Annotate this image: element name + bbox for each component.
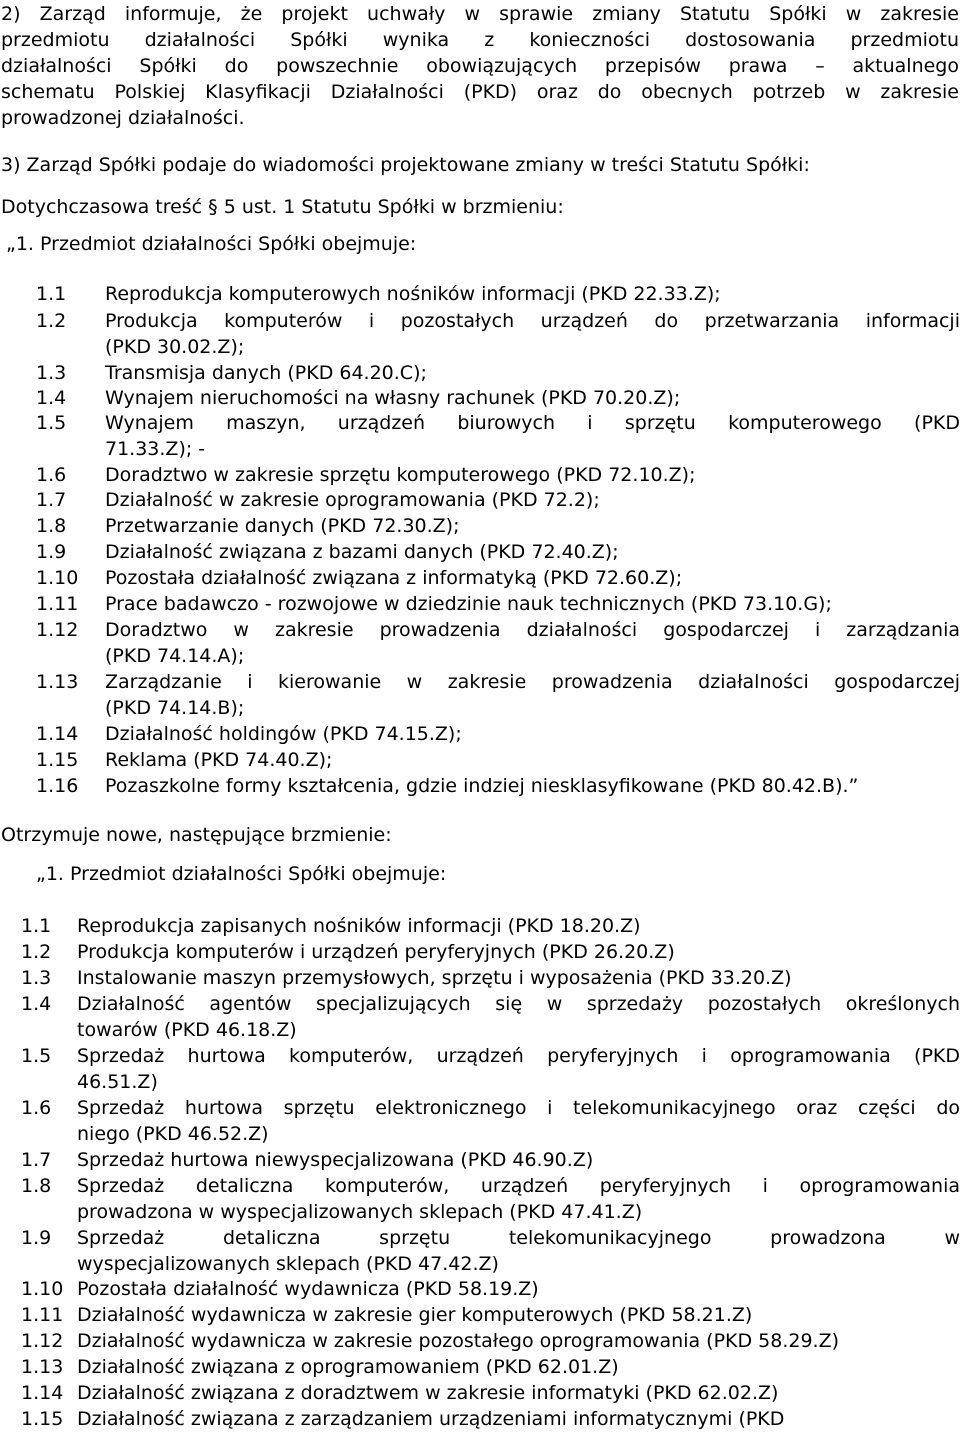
old-list-item-number: 1.12 <box>36 619 79 641</box>
old-list-item-text <box>105 308 960 360</box>
old-list-item-line: Pozaszkolne formy kształcenia, gdzie indziej niesklasyfikowane (PKD 80.42.B).” <box>105 775 859 797</box>
old-list-item-text <box>105 591 960 617</box>
old-list-item-line: Produkcja komputerów i pozostałych urządzeń do przetwarzania informacji <box>105 310 960 332</box>
old-list-item-line: Transmisja danych (PKD 64.20.C); <box>105 362 427 384</box>
new-list-item-line: Sprzedaż hurtowa komputerów, urządzeń peryferyjnych i oprogramowania (PKD <box>77 1045 960 1067</box>
new-list-item-line: Sprzedaż hurtowa niewyspecjalizowana (PKD 46.90.Z) <box>77 1149 594 1171</box>
old-list-item-line: Reprodukcja komputerowych nośników informacji (PKD 22.33.Z); <box>105 283 721 305</box>
new-list-item-line: wyspecjalizowanych sklepach (PKD 47.42.Z) <box>77 1253 499 1275</box>
new-list-item-line: Sprzedaż hurtowa sprzętu elektronicznego i telekomunikacyjnego oraz części do <box>77 1097 960 1119</box>
new-list-item-text <box>77 1095 960 1147</box>
intro-paragraph <box>1 1 959 131</box>
new-list-item-line: Reprodukcja zapisanych nośników informacji (PKD 18.20.Z) <box>77 915 641 937</box>
old-list-item-line: Działalność holdingów (PKD 74.15.Z); <box>105 723 462 745</box>
new-list-item-text <box>77 939 960 965</box>
old-list-item-number: 1.9 <box>36 541 67 563</box>
new-list-item-text <box>77 965 960 991</box>
old-list-item-text <box>105 747 960 773</box>
new-list-item-number: 1.5 <box>21 1045 52 1067</box>
new-list-item-number: 1.15 <box>21 1408 64 1430</box>
new-list-item-line: Sprzedaż detaliczna komputerów, urządzeń peryferyjnych i oprogramowania <box>77 1175 960 1197</box>
new-list-item-number: 1.2 <box>21 941 52 963</box>
new-list-item-text <box>77 1225 960 1277</box>
new-list-item-text <box>77 1276 960 1302</box>
old-list-item-text <box>105 721 960 747</box>
old-list-item-number: 1.16 <box>36 775 79 797</box>
new-list-item-number: 1.10 <box>21 1278 64 1300</box>
new-list-item-text <box>77 991 960 1043</box>
new-list-item-text <box>77 1406 960 1432</box>
old-list-item-number: 1.5 <box>36 412 67 434</box>
old-list-item-number: 1.4 <box>36 387 67 409</box>
intro-line: działalności Spółki do powszechnie obowiązujących przepisów prawa – aktualnego <box>1 55 959 77</box>
new-list-item-line: Działalność wydawnicza w zakresie gier komputerowych (PKD 58.21.Z) <box>77 1304 753 1326</box>
intro-line: schematu Polskiej Klasyfikacji Działalności (PKD) oraz do obecnych potrzeb w zakresie <box>1 81 959 103</box>
old-list-item-text <box>105 565 960 591</box>
old-list-item-text <box>105 617 960 669</box>
old-list-item-line: Pozostała działalność związana z informatyką (PKD 72.60.Z); <box>105 567 683 589</box>
old-list-item-number: 1.7 <box>36 489 67 511</box>
old-list-item-number: 1.14 <box>36 723 79 745</box>
old-list-item-text <box>105 385 960 411</box>
old-list-item-line: Wynajem nieruchomości na własny rachunek (PKD 70.20.Z); <box>105 387 681 409</box>
old-list-item-line: (PKD 30.02.Z); <box>105 336 245 358</box>
old-list-item-text <box>105 487 960 513</box>
old-list-item-number: 1.2 <box>36 310 67 332</box>
new-list-item-line: 46.51.Z) <box>77 1071 158 1093</box>
old-list-item-text <box>105 773 960 799</box>
old-list-heading: „1. Przedmiot działalności Spółki obejmuje: <box>6 233 417 255</box>
new-list-item-text <box>77 913 960 939</box>
old-list-item-line: Działalność w zakresie oprogramowania (PKD 72.2); <box>105 489 600 511</box>
old-list-item-line: Wynajem maszyn, urządzeń biurowych i sprzętu komputerowego (PKD <box>105 412 960 434</box>
new-list-item-number: 1.13 <box>21 1356 64 1378</box>
old-list-item-number: 1.11 <box>36 593 79 615</box>
new-list-item-line: Działalność wydawnicza w zakresie pozostałego oprogramowania (PKD 58.29.Z) <box>77 1330 840 1352</box>
new-list-item-line: niego (PKD 46.52.Z) <box>77 1123 269 1145</box>
new-list-item-text <box>77 1354 960 1380</box>
new-list-item-line: Działalność związana z oprogramowaniem (PKD 62.01.Z) <box>77 1356 619 1378</box>
new-list-item-text <box>77 1043 960 1095</box>
new-list-item-text <box>77 1147 960 1173</box>
old-list-item-number: 1.13 <box>36 671 79 693</box>
new-list-item-number: 1.9 <box>21 1227 52 1249</box>
new-list-item-number: 1.7 <box>21 1149 52 1171</box>
new-list-item-line: Instalowanie maszyn przemysłowych, sprzętu i wyposażenia (PKD 33.20.Z) <box>77 967 792 989</box>
new-list-item-number: 1.3 <box>21 967 52 989</box>
new-list-item-line: Produkcja komputerów i urządzeń peryferyjnych (PKD 26.20.Z) <box>77 941 675 963</box>
old-list-item-line: Przetwarzanie danych (PKD 72.30.Z); <box>105 515 460 537</box>
new-list-item-number: 1.8 <box>21 1175 52 1197</box>
intro-line: przedmiotu działalności Spółki wynika z konieczności dostosowania przedmiotu <box>1 29 959 51</box>
old-list-item-line: Doradztwo w zakresie prowadzenia działalności gospodarczej i zarządzania <box>105 619 960 641</box>
old-list-item-number: 1.6 <box>36 464 67 486</box>
new-list-item-number: 1.11 <box>21 1304 64 1326</box>
new-list-item-line: Działalność agentów specjalizujących się w sprzedaży pozostałych określonych <box>77 993 960 1015</box>
old-list-item-text <box>105 410 960 462</box>
old-list-item-text <box>105 281 960 307</box>
old-list-item-line: 71.33.Z); - <box>105 438 206 460</box>
old-list-item-line: Reklama (PKD 74.40.Z); <box>105 749 333 771</box>
new-list-item-number: 1.4 <box>21 993 52 1015</box>
old-list-item-number: 1.8 <box>36 515 67 537</box>
old-list-item-number: 1.15 <box>36 749 79 771</box>
new-list-item-line: Działalność związana z zarządzaniem urządzeniami informatycznymi (PKD <box>77 1408 785 1430</box>
new-list-item-number: 1.12 <box>21 1330 64 1352</box>
old-list-item-text <box>105 360 960 386</box>
new-list-item-line: towarów (PKD 46.18.Z) <box>77 1019 297 1041</box>
old-list-item-text <box>105 539 960 565</box>
new-list-item-number: 1.14 <box>21 1382 64 1404</box>
old-list-item-number: 1.3 <box>36 362 67 384</box>
new-list-item-line: Sprzedaż detaliczna sprzętu telekomunikacyjnego prowadzona w <box>77 1227 960 1249</box>
new-list-item-text <box>77 1302 960 1328</box>
new-list-item-number: 1.1 <box>21 915 52 937</box>
old-list-item-line: Prace badawczo - rozwojowe w dziedzinie nauk technicznych (PKD 73.10.G); <box>105 593 832 615</box>
new-list-item-line: Działalność związana z doradztwem w zakresie informatyki (PKD 62.02.Z) <box>77 1382 779 1404</box>
old-list-item-line: Doradztwo w zakresie sprzętu komputerowego (PKD 72.10.Z); <box>105 464 696 486</box>
old-list-item-text <box>105 462 960 488</box>
old-list-item-text <box>105 513 960 539</box>
new-list-item-line: prowadzona w wyspecjalizowanych sklepach (PKD 47.41.Z) <box>77 1201 643 1223</box>
current-text-line: Dotychczasowa treść § 5 ust. 1 Statutu Spółki w brzmieniu: <box>1 196 564 218</box>
intro-line: 2) Zarząd informuje, że projekt uchwały w sprawie zmiany Statutu Spółki w zakresie <box>1 3 959 25</box>
old-list-item-text <box>105 669 960 721</box>
new-list-item-line: Pozostała działalność wydawnicza (PKD 58.19.Z) <box>77 1278 539 1300</box>
new-list-item-text <box>77 1328 960 1354</box>
intro-line: prowadzonej działalności. <box>1 107 245 129</box>
new-list-heading: „1. Przedmiot działalności Spółki obejmuje: <box>36 863 447 885</box>
old-list-item-line: (PKD 74.14.B); <box>105 697 245 719</box>
old-list-item-line: Działalność związana z bazami danych (PKD 72.40.Z); <box>105 541 619 563</box>
new-list-item-text <box>77 1173 960 1225</box>
new-list-item-text <box>77 1380 960 1406</box>
section-3-line: 3) Zarząd Spółki podaje do wiadomości projektowane zmiany w treści Statutu Spółki: <box>1 154 810 176</box>
old-list-item-line: Zarządzanie i kierowanie w zakresie prowadzenia działalności gospodarczej <box>105 671 960 693</box>
new-list-item-number: 1.6 <box>21 1097 52 1119</box>
old-list-item-number: 1.10 <box>36 567 79 589</box>
old-list-item-number: 1.1 <box>36 283 67 305</box>
old-list-item-line: (PKD 74.14.A); <box>105 645 245 667</box>
new-text-line: Otrzymuje nowe, następujące brzmienie: <box>1 824 392 846</box>
